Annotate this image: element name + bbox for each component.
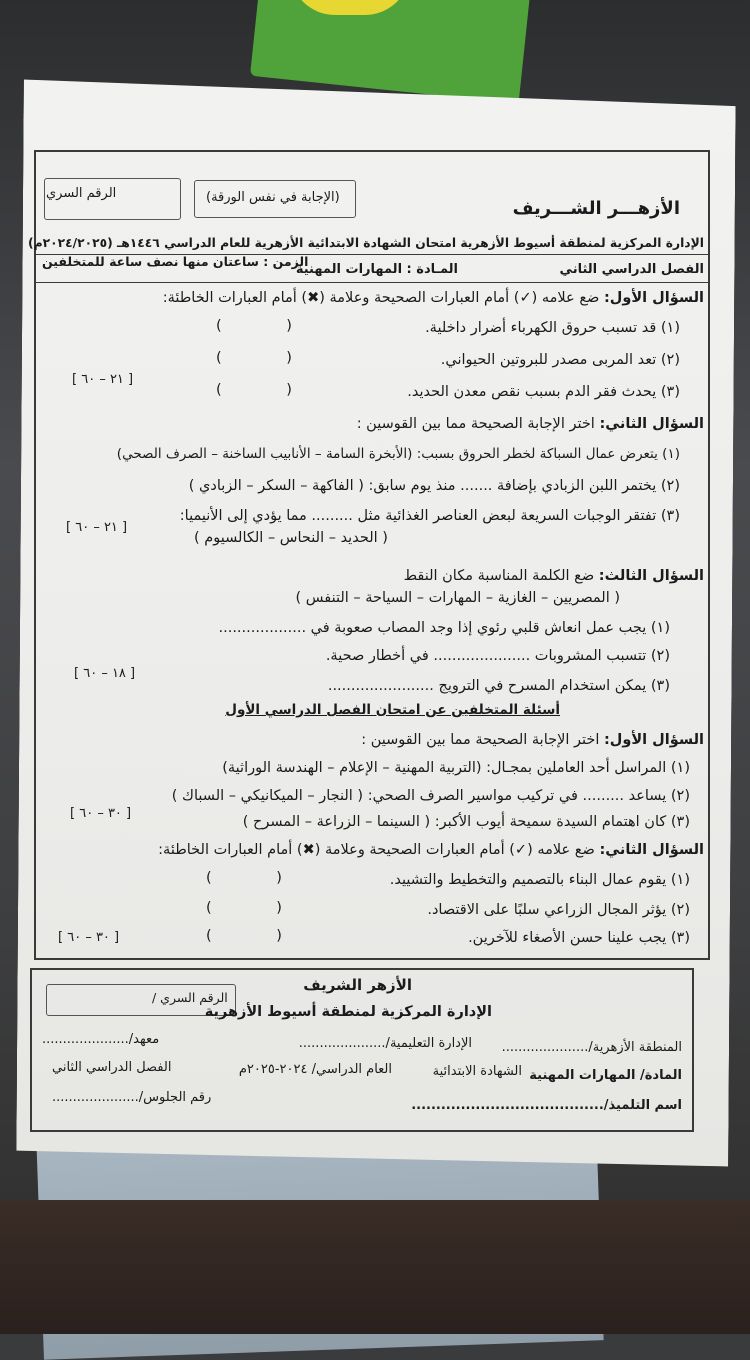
institution-title: الأزهـــر الشـــريف [512,198,680,219]
form-edu-admin: الإدارة التعليمية/..................... [298,1036,472,1051]
p1-q2-marks: [ ٢١ – ٦٠ ] [66,520,128,535]
makeup-heading: أسئلة المتخلفين عن امتحان الفصل الدراسي الأول [225,702,560,718]
form-subject: المادة/ المهارات المهنية [529,1068,682,1083]
floor [0,1200,750,1334]
answer-parentheses: ( ) [216,350,322,366]
p2-q1-line [361,732,704,748]
p1-q3-item-2: (٢) تتسبب المشروبات ..................... في أخطار صحية. [325,648,670,664]
form-student-name: اسم التلميذ/....................................... [411,1098,682,1113]
p2-q2-item-3: (٣) يجب علينا حسن الأصغاء للآخرين. [468,930,690,946]
p1-q1-line [163,290,704,306]
p1-q1-instruction: ضع علامه (✓) أمام العبارات الصحيحة وعلامة (✖) أمام العبارات الخاطئة: [162,290,600,306]
p1-q1-item-2: (٢) تعد المربى مصدر للبروتين الحيواني. [440,352,680,368]
header-separator-2 [34,282,710,283]
term-label: الفصل الدراسي الثاني [559,262,704,277]
p1-q2-item-1: (١) يتعرض عمال السباكة لخطر الحروق بسبب: (الأبخرة السامة – الأنابيب الساخنة – الصرف الصحي) [116,446,680,462]
p1-q3-item-3: (٣) يمكن استخدام المسرح في الترويج ....................... [327,678,670,694]
p2-q1-marks: [ ٣٠ – ٦٠ ] [70,806,132,821]
answer-parentheses: ( ) [216,382,322,398]
secret-number-label: الرقم السري [46,186,117,201]
p1-q3-options: ( المصريين – الغازية – المهارات – السياحة – التنفس ) [295,590,620,606]
p2-q2-item-1: (١) يقوم عمال البناء بالتصميم والتخطيط والتشييد. [389,872,690,888]
p2-q1-item-1: (١) المراسل أحد العاملين بمجـال: (التربية المهنية – الإعلام – الهندسة الوراثية) [222,760,690,776]
p2-q2-title: السؤال الثاني: [599,842,704,858]
p2-q1-title: السؤال الأول: [603,732,704,748]
p1-q2-options-last: ( الحديد – النحاس – الكالسيوم ) [194,530,388,546]
p2-q2-instruction: ضع علامه (✓) أمام العبارات الصحيحة وعلامة (✖) أمام العبارات الخاطئة: [158,842,595,858]
p1-q2-item-2: (٢) يختمر اللبن الزبادي بإضافة ....... منذ يوم سابق: ( الفاكهة – السكر – الزبادي ) [188,478,680,494]
p2-q2-line [158,842,704,858]
form-seat-number: رقم الجلوس/..................... [52,1090,212,1105]
p2-q1-instruction: اختر الإجابة الصحيحة مما بين القوسين : [361,732,600,748]
form-year: العام الدراسي/ ٢٠٢٤-٢٠٢٥م [238,1062,392,1077]
p2-q2-item-2: (٢) يؤثر المجال الزراعي سلبًا على الاقتصاد. [427,902,690,918]
form-institute: معهد/..................... [42,1032,160,1047]
form-term: الفصل الدراسي الثاني [52,1060,172,1075]
p1-q1-item-1: (١) قد تسبب حروق الكهرباء أضرار داخلية. [425,320,680,336]
exam-sheet [27,150,710,960]
time-label: الزمن : ساعتان منها نصف ساعة للمتخلفين [42,254,309,269]
answer-parentheses: ( ) [206,870,312,886]
p1-q2-item-3: (٣) تفتقر الوجبات السريعة لبعض العناصر الغذائية مثل ......... مما يؤدي إلى الأنيميا: [179,508,680,524]
answer-parentheses: ( ) [216,318,322,334]
p1-q1-item-3: (٣) يحدث فقر الدم بسبب نقص معدن الحديد. [407,384,680,400]
p2-q2-marks: [ ٣٠ – ٦٠ ] [58,930,120,945]
p1-q1-title: السؤال الأول: [603,290,704,306]
answer-parentheses: ( ) [206,900,312,916]
p1-q2-line [357,416,704,432]
p1-q3-line [404,568,704,584]
form-admin: الإدارة المركزية لمنطقة أسيوط الأزهرية [204,1004,492,1020]
p1-q3-item-1: (١) يجب عمل انعاش قلبي رئوي إذا وجد المصاب صعوبة في ................... [218,620,670,636]
admin-line: الإدارة المركزية لمنطقة أسيوط الأزهرية امتحان الشهادة الابتدائية الأزهرية للعام الدراسي ١٤٤٦هـ (٢٠٢٤/٢٠٢٥م) [27,236,704,250]
p1-q1-marks: [ ٢١ – ٦٠ ] [72,372,134,387]
p1-q2-instruction: اختر الإجابة الصحيحة مما بين القوسين : [356,416,595,432]
form-title: الأزهر الشريف [303,976,412,994]
student-form [30,968,694,1132]
form-region: المنطقة الأزهرية/..................... [501,1040,682,1055]
answer-parentheses: ( ) [206,928,312,944]
subject-label: المـادة : المهارات المهنية [295,262,458,277]
p1-q3-title: السؤال الثالث: [598,568,704,584]
p1-q2-title: السؤال الثاني: [599,416,704,432]
form-secret-number: الرقم السري / [152,990,228,1005]
answer-note: (الإجابة في نفس الورقة) [206,190,340,205]
form-certificate: الشهادة الابتدائية [432,1064,522,1079]
p2-q1-item-2: (٢) يساعد ......... في تركيب مواسير الصرف الصحي: ( النجار – الميكانيكي – السباك ) [171,788,690,804]
p2-q1-item-3: (٣) كان اهتمام السيدة سميحة أيوب الأكبر: ( السينما – الزراعة – المسرح ) [242,814,690,830]
p1-q3-instruction: ضع الكلمة المناسبة مكان النقط [403,568,595,584]
p1-q3-marks: [ ١٨ – ٦٠ ] [74,666,136,681]
